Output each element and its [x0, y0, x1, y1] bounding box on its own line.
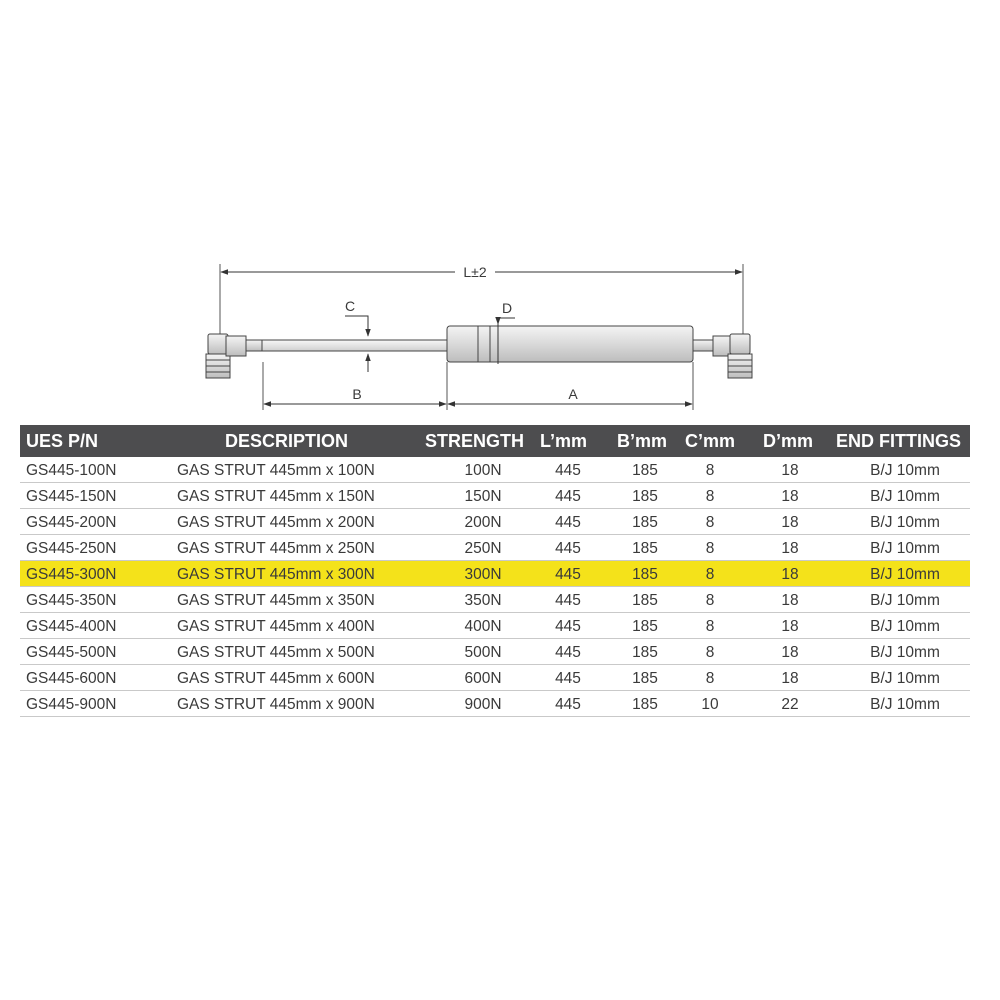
header-description: DESCRIPTION	[225, 431, 349, 451]
cell-strength: 250N	[464, 540, 502, 557]
label-d: D	[501, 300, 513, 316]
label-length: L±2	[463, 264, 487, 280]
cell-c-mm: 8	[705, 540, 715, 557]
table-row	[20, 457, 970, 483]
cell-l-mm: 445	[555, 592, 581, 609]
cell-b-mm: 185	[632, 540, 658, 557]
cell-d-mm: 18	[781, 540, 799, 557]
cell-end-fittings: B/J 10mm	[870, 540, 940, 557]
label-b: B	[352, 386, 362, 402]
header-b-mm: B’mm	[617, 431, 668, 451]
table-body	[20, 457, 970, 717]
cell-part-number: GS445-200N	[26, 514, 117, 531]
header-l-mm: L’mm	[540, 431, 588, 451]
table-row	[20, 691, 970, 717]
cell-end-fittings: B/J 10mm	[870, 618, 940, 635]
table-row	[20, 509, 970, 535]
cell-l-mm: 445	[555, 644, 581, 661]
cylinder-body	[447, 326, 693, 362]
cell-l-mm: 445	[555, 488, 581, 505]
table-row	[20, 665, 970, 691]
cell-strength: 600N	[464, 670, 502, 687]
cell-d-mm: 18	[781, 566, 799, 583]
cell-description: GAS STRUT 445mm x 600N	[177, 670, 375, 687]
cell-c-mm: 8	[705, 592, 715, 609]
dimension-l	[221, 262, 742, 280]
cell-part-number: GS445-300N	[26, 566, 117, 583]
cell-d-mm: 18	[781, 644, 799, 661]
cell-end-fittings: B/J 10mm	[870, 670, 940, 687]
cell-l-mm: 445	[555, 462, 581, 479]
cell-end-fittings: B/J 10mm	[870, 592, 940, 609]
cell-description: GAS STRUT 445mm x 150N	[177, 488, 375, 505]
table-row	[20, 613, 970, 639]
cell-part-number: GS445-250N	[26, 540, 117, 557]
dimension-b	[264, 386, 446, 404]
cell-description: GAS STRUT 445mm x 900N	[177, 696, 375, 713]
cell-description: GAS STRUT 445mm x 200N	[177, 514, 375, 531]
cell-strength: 500N	[464, 644, 502, 661]
left-ball-joint	[206, 334, 264, 378]
cell-d-mm: 18	[781, 592, 799, 609]
cell-part-number: GS445-400N	[26, 618, 117, 635]
cell-l-mm: 445	[555, 618, 581, 635]
cell-end-fittings: B/J 10mm	[870, 566, 940, 583]
cell-l-mm: 445	[555, 514, 581, 531]
cell-c-mm: 8	[705, 618, 715, 635]
gas-strut-drawing	[0, 0, 1000, 420]
header-d-mm: D’mm	[763, 431, 814, 451]
cell-part-number: GS445-150N	[26, 488, 117, 505]
cell-b-mm: 185	[632, 514, 658, 531]
cell-end-fittings: B/J 10mm	[870, 514, 940, 531]
cell-c-mm: 8	[705, 566, 715, 583]
table-row-highlighted	[20, 561, 970, 587]
cell-b-mm: 185	[632, 644, 658, 661]
cell-b-mm: 185	[632, 592, 658, 609]
cell-c-mm: 10	[701, 696, 719, 713]
cell-strength: 350N	[464, 592, 502, 609]
header-c-mm: C’mm	[685, 431, 736, 451]
cell-b-mm: 185	[632, 670, 658, 687]
header-strength: STRENGTH	[425, 431, 524, 451]
right-ball-joint	[693, 334, 752, 378]
cell-strength: 300N	[464, 566, 502, 583]
cell-d-mm: 18	[781, 488, 799, 505]
cell-d-mm: 18	[781, 462, 799, 479]
cell-c-mm: 8	[705, 488, 715, 505]
cell-strength: 900N	[464, 696, 502, 713]
cell-part-number: GS445-100N	[26, 462, 117, 479]
cell-b-mm: 185	[632, 696, 658, 713]
cell-description: GAS STRUT 445mm x 400N	[177, 618, 375, 635]
header-part-number: UES P/N	[26, 431, 99, 451]
cell-end-fittings: B/J 10mm	[870, 462, 940, 479]
cell-description: GAS STRUT 445mm x 250N	[177, 540, 375, 557]
cell-d-mm: 18	[781, 670, 799, 687]
cell-strength: 200N	[464, 514, 502, 531]
label-a: A	[568, 386, 578, 402]
cell-strength: 100N	[464, 462, 502, 479]
cell-l-mm: 445	[555, 566, 581, 583]
cell-c-mm: 8	[705, 514, 715, 531]
cell-end-fittings: B/J 10mm	[870, 644, 940, 661]
cell-b-mm: 185	[632, 462, 658, 479]
cell-d-mm: 18	[781, 514, 799, 531]
dimension-a	[448, 386, 692, 404]
cell-d-mm: 22	[781, 696, 799, 713]
table-header	[20, 425, 970, 457]
cell-part-number: GS445-900N	[26, 696, 117, 713]
cell-l-mm: 445	[555, 540, 581, 557]
header-end-fittings: END FITTINGS	[836, 431, 961, 451]
spec-table	[20, 425, 970, 717]
cell-c-mm: 8	[705, 670, 715, 687]
cell-part-number: GS445-350N	[26, 592, 117, 609]
piston-rod	[262, 340, 448, 351]
cell-strength: 150N	[464, 488, 502, 505]
cell-d-mm: 18	[781, 618, 799, 635]
label-c: C	[344, 298, 356, 314]
cell-strength: 400N	[464, 618, 502, 635]
cell-description: GAS STRUT 445mm x 100N	[177, 462, 375, 479]
cell-end-fittings: B/J 10mm	[870, 696, 940, 713]
cell-end-fittings: B/J 10mm	[870, 488, 940, 505]
cell-c-mm: 8	[705, 462, 715, 479]
cell-part-number: GS445-500N	[26, 644, 117, 661]
cell-description: GAS STRUT 445mm x 350N	[177, 592, 375, 609]
cell-description: GAS STRUT 445mm x 300N	[177, 566, 375, 583]
cell-description: GAS STRUT 445mm x 500N	[177, 644, 375, 661]
cell-part-number: GS445-600N	[26, 670, 117, 687]
cell-l-mm: 445	[555, 696, 581, 713]
cell-b-mm: 185	[632, 566, 658, 583]
cell-c-mm: 8	[705, 644, 715, 661]
table-row	[20, 483, 970, 509]
table-row	[20, 639, 970, 665]
table-row	[20, 535, 970, 561]
cell-b-mm: 185	[632, 488, 658, 505]
table-row	[20, 587, 970, 613]
dimension-c	[345, 298, 368, 372]
cell-b-mm: 185	[632, 618, 658, 635]
cell-l-mm: 445	[555, 670, 581, 687]
